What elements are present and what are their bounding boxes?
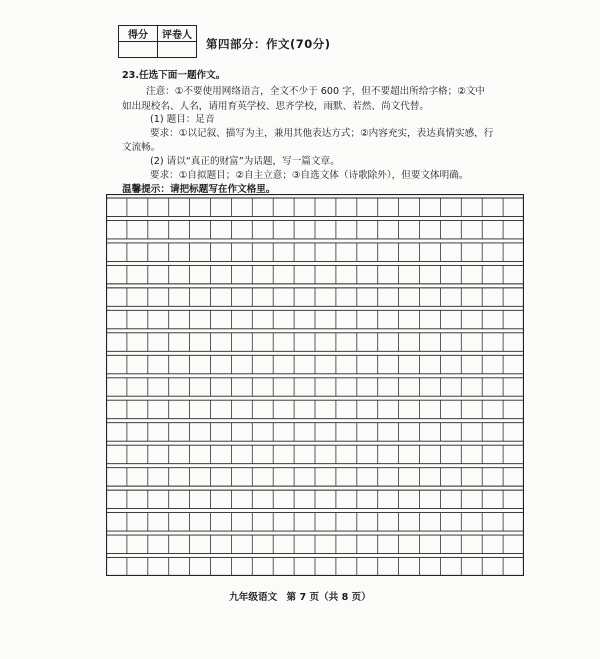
warm-tip: 温馨提示：请把标题写在作文格里。: [122, 184, 276, 195]
grid-row: [106, 468, 524, 486]
section-title: 第四部分：作文(70分): [206, 37, 331, 51]
note-line-2: 如出现校名、人名，请用育英学校、思齐学校，雨默、若然、尚文代替。: [122, 101, 429, 112]
grid-row: [106, 400, 524, 418]
note-line-1: 注意：①不要使用网络语言，全文不少于 600 字，但不要超出所给字格；②文中: [146, 86, 486, 97]
writing-grid-lines: [106, 194, 524, 576]
topic-1: (1) 题目：足音: [150, 114, 215, 125]
grid-row: [106, 310, 524, 328]
grid-row: [106, 445, 524, 463]
writing-grid[interactable]: [106, 194, 524, 576]
grid-row: [106, 490, 524, 508]
grid-row: [106, 558, 524, 576]
topic-1-requirement-line-2: 文流畅。: [122, 142, 161, 153]
topic-2: (2) 请以“真正的财富”为话题，写一篇文章。: [150, 156, 340, 167]
topic-1-requirement-line-1: 要求：①以记叙、描写为主，兼用其他表达方式；②内容充实，表达真情实感，行: [150, 128, 494, 139]
grid-row: [106, 265, 524, 283]
grid-row: [106, 333, 524, 351]
grid-row: [106, 243, 524, 261]
footer-subject: 九年级语文: [229, 592, 278, 603]
grid-row: [106, 535, 524, 553]
grader-label: 评卷人: [158, 26, 197, 42]
score-cell[interactable]: [119, 42, 158, 58]
grid-row: [106, 198, 524, 216]
topic-2-requirement: 要求：①自拟题目；②自主立意；③自选文体（诗歌除外），但要文体明确。: [150, 170, 469, 181]
score-table: [118, 25, 197, 58]
grid-row: [106, 378, 524, 396]
footer-page-number: 第 7 页（共 8 页）: [286, 592, 371, 603]
grid-row: [106, 513, 524, 531]
page-footer: [0, 589, 600, 603]
grid-row: [106, 423, 524, 441]
grid-row: [106, 288, 524, 306]
grid-row: [106, 355, 524, 373]
question-heading: 23.任选下面一题作文。: [122, 70, 226, 81]
grid-row: [106, 220, 524, 238]
score-label: 得分: [119, 26, 158, 42]
grader-cell[interactable]: [158, 42, 197, 58]
